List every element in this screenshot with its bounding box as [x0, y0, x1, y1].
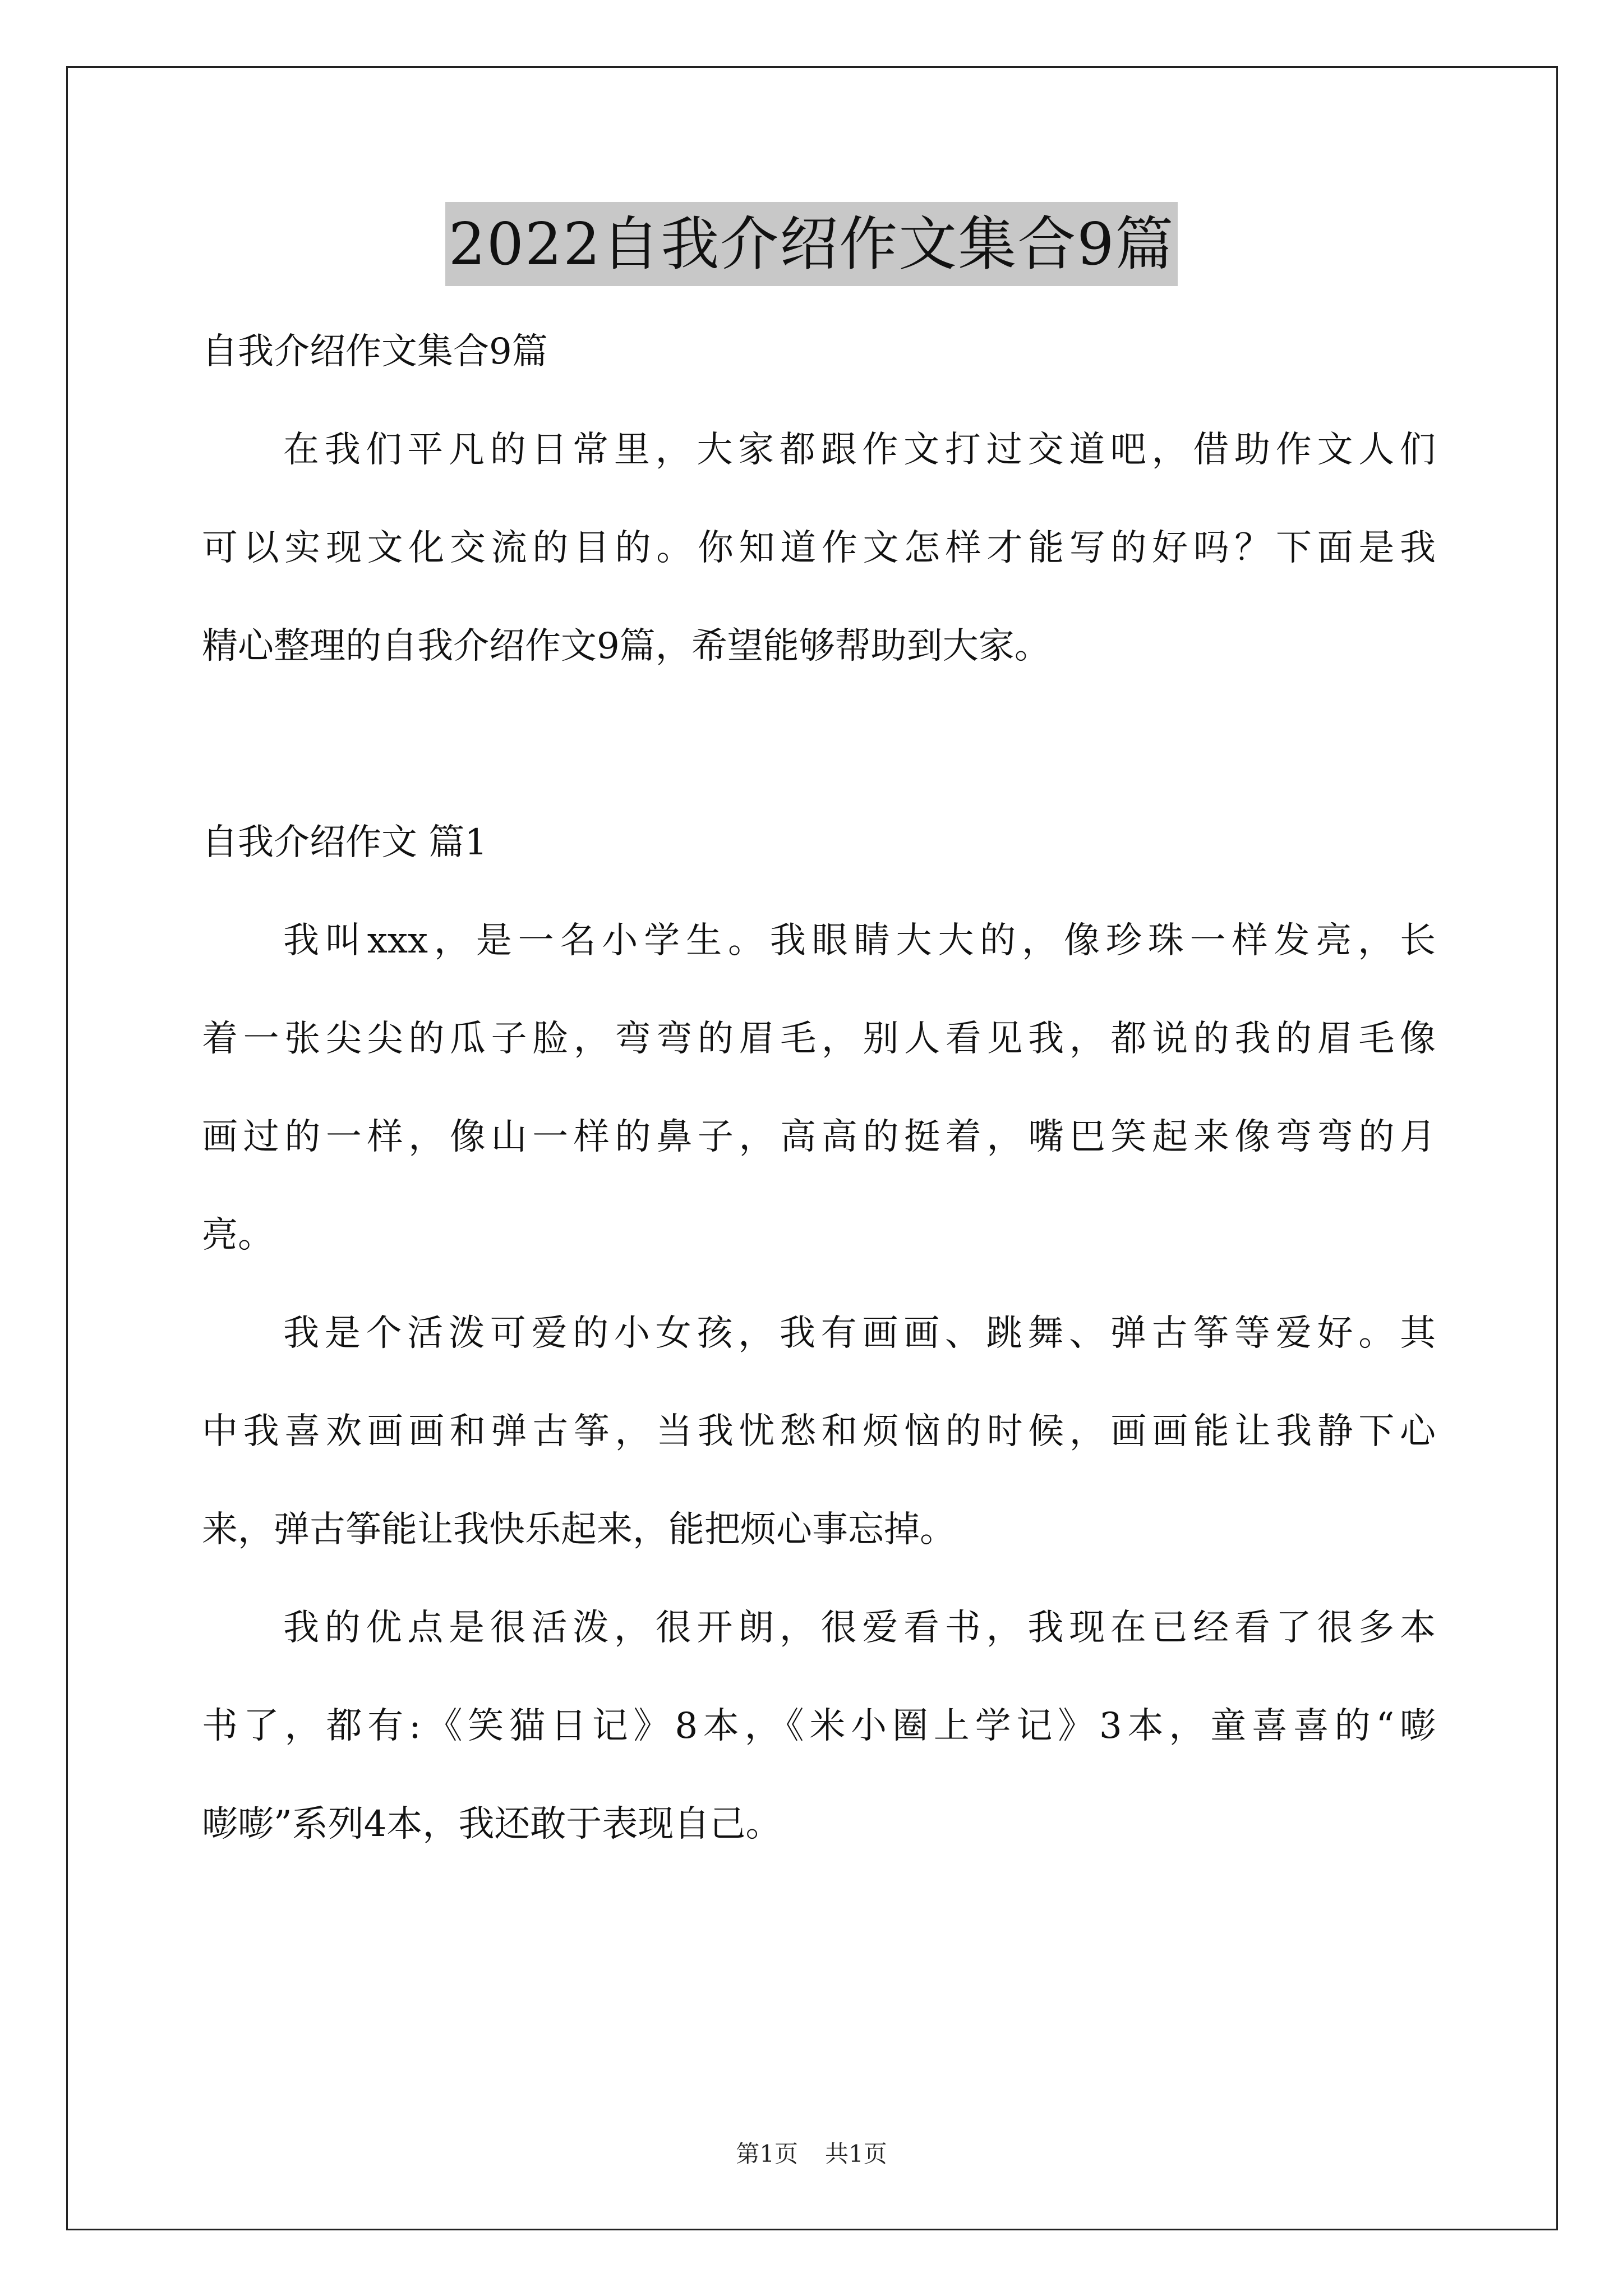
title-container — [0, 202, 1623, 286]
intro-line-2: 可以实现文化交流的目的。你知道作文怎样才能写的好吗？下面是我 — [202, 527, 1436, 569]
document-title: 2022自我介绍作文集合9篇 — [445, 202, 1178, 286]
page-total: 共1页 — [825, 2140, 887, 2168]
document-subtitle: 自我介绍作文集合9篇 — [202, 331, 548, 372]
blank-line — [202, 696, 1436, 794]
intro-line-3: 精心整理的自我介绍作文9篇，希望能够帮助到大家。 — [202, 625, 1050, 667]
page-number: 第1页 — [736, 2140, 798, 2168]
paragraph3-line-3: 嘭嘭”系列4本，我还敢于表现自己。 — [202, 1803, 782, 1845]
paragraph2-line-3: 来，弹古筝能让我快乐起来，能把烦心事忘掉。 — [202, 1509, 956, 1550]
paragraph3-line-1: 我的优点是很活泼，很开朗，很爱看书，我现在已经看了很多本 — [283, 1607, 1436, 1649]
paragraph2-line-2: 中我喜欢画画和弹古筝，当我忧愁和烦恼的时候，画画能让我静下心 — [202, 1411, 1436, 1452]
paragraph1-line-3: 画过的一样，像山一样的鼻子，高高的挺着，嘴巴笑起来像弯弯的月 — [202, 1116, 1436, 1158]
paragraph1-line-4: 亮。 — [202, 1214, 274, 1256]
page-footer — [0, 2137, 1623, 2171]
paragraph2-line-1: 我是个活泼可爱的小女孩，我有画画、跳舞、弹古筝等爱好。其 — [283, 1313, 1436, 1354]
document-body — [202, 303, 1436, 1874]
paragraph1-line-1: 我叫xxx，是一名小学生。我眼睛大大的，像珍珠一样发亮，长 — [283, 920, 1436, 961]
paragraph1-line-2: 着一张尖尖的瓜子脸，弯弯的眉毛，别人看见我，都说的我的眉毛像 — [202, 1018, 1436, 1060]
section-heading: 自我介绍作文 篇1 — [202, 822, 488, 863]
paragraph3-line-2: 书了，都有:《笑猫日记》8本，《米小圈上学记》3本，童喜喜的“嘭 — [202, 1705, 1436, 1747]
intro-line-1: 在我们平凡的日常里，大家都跟作文打过交道吧，借助作文人们 — [283, 429, 1436, 471]
